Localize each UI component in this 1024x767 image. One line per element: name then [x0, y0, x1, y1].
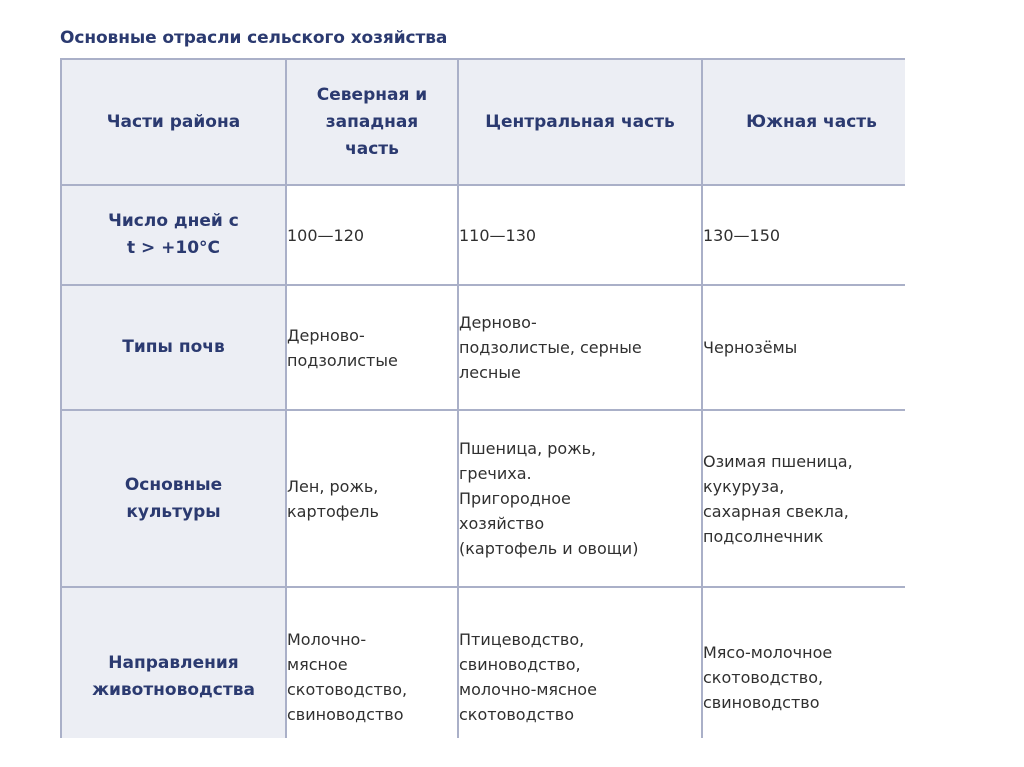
- table-header-row: [61, 59, 905, 185]
- table-cell: 110—130: [458, 185, 702, 285]
- header-cell-parts: [61, 59, 286, 185]
- row-header: [61, 587, 286, 738]
- row-label: Типы почв: [122, 337, 225, 357]
- header-label: Части района: [106, 111, 241, 132]
- table-cell: Дерново- подзолистые, серные лесные: [458, 285, 702, 410]
- row-label: Направления животноводства: [92, 653, 255, 700]
- table-cell: Мясо-молочное скотоводство, свиноводство: [702, 587, 905, 738]
- header-cell-south: [702, 59, 905, 185]
- row-header: [61, 410, 286, 587]
- table-cell: Пшеница, рожь, гречиха. Пригородное хозяйство (картофель и овощи): [458, 410, 702, 587]
- row-label: Число дней с t > +10°C: [108, 211, 239, 258]
- header-label: Южная часть: [746, 111, 877, 132]
- row-header: [61, 185, 286, 285]
- table-row-crops: [61, 410, 905, 587]
- table-cell: Птицеводство, свиноводство, молочно-мясное скотоводство: [458, 587, 702, 738]
- table-container: [60, 58, 905, 738]
- table-cell: Озимая пшеница, кукуруза, сахарная свекла, подсолнечник: [702, 410, 905, 587]
- table-cell: 130—150: [702, 185, 905, 285]
- table-row-soil: [61, 285, 905, 410]
- header-label: Северная и западная часть: [316, 84, 428, 159]
- table-cell: 100—120: [286, 185, 458, 285]
- table-cell: Молочно- мясное скотоводство, свиноводство: [286, 587, 458, 738]
- row-header: [61, 285, 286, 410]
- table-cell: Чернозёмы: [702, 285, 905, 410]
- header-cell-north-west: [286, 59, 458, 185]
- page-title: Основные отрасли сельского хозяйства: [60, 28, 448, 48]
- table-cell: Дерново- подзолистые: [286, 285, 458, 410]
- row-label: Основные культуры: [124, 474, 223, 522]
- header-cell-central: [458, 59, 702, 185]
- header-label: Центральная часть: [485, 111, 675, 132]
- table-row-livestock: [61, 587, 905, 738]
- table-row-days: [61, 185, 905, 285]
- table-cell: Лен, рожь, картофель: [286, 410, 458, 587]
- agriculture-table: [60, 58, 905, 738]
